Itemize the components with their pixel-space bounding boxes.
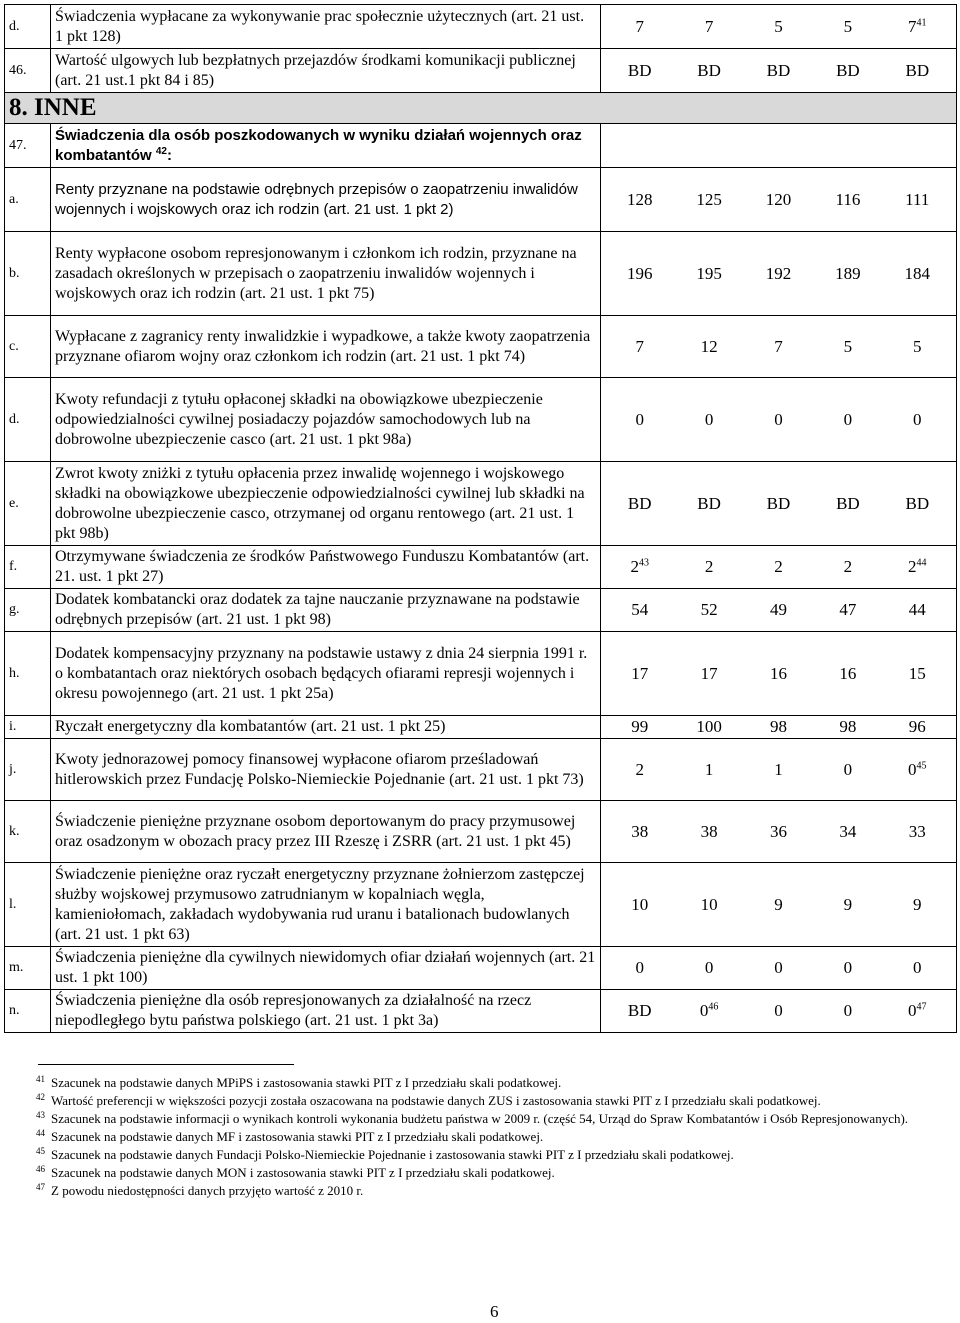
row-description: Świadczenia wypłacane za wykonywanie prac społecznie użytecznych (art. 21 ust. 1 pkt 128) xyxy=(51,5,601,49)
table-row xyxy=(5,546,957,589)
row-values xyxy=(601,716,957,739)
value-cell: BD xyxy=(836,60,860,80)
value-cell: 192 xyxy=(765,263,792,283)
value-cell: 111 xyxy=(905,189,930,209)
row-values xyxy=(601,462,957,546)
row-description: Zwrot kwoty zniżki z tytułu opłacenia przez inwalidę wojennego i wojskowego składki na obowiązkowe ubezpieczenie odpowiedzialności cywilnej lub składki na dobrowolne ubezpieczenie casco, otrzymanej od organu rentowego (art. 21 ust. 1 pkt 98b) xyxy=(51,462,601,546)
row-description: Świadczenia pieniężne dla cywilnych niewidomych ofiar działań wojennych (art. 21 ust. 1 pkt 100) xyxy=(51,947,601,990)
table-row xyxy=(5,316,957,378)
value-cell: 0 xyxy=(704,409,714,429)
value-cell: 2 xyxy=(704,557,714,576)
table-row xyxy=(5,5,957,49)
value-cell: $2^{43}$ xyxy=(630,557,649,576)
row-values xyxy=(601,546,957,589)
value-cell: $7^{41}$ xyxy=(908,16,927,36)
value-cell: BD xyxy=(697,60,721,80)
value-cell: 9 xyxy=(774,894,783,914)
table-row xyxy=(5,49,957,93)
footnote: $^{46}$ Szacunek na podstawie danych MON i zastosowania stawki PIT z I przedziału skali podatkowej. xyxy=(36,1163,555,1180)
value-cell: 100 xyxy=(696,717,722,736)
value-cell: 9 xyxy=(913,894,922,914)
row-label: d. xyxy=(5,378,51,462)
row-values xyxy=(601,5,957,49)
table-row xyxy=(5,990,957,1033)
row-label: a. xyxy=(5,168,51,232)
row-description: Świadczenie pieniężne oraz ryczałt energetyczny przyznane żołnierzom zastępczej służby wojskowej przymusowo zatrudnianym w kopalniach węgla, kamieniołomach, zakładach wydobywania rud uranu i batalionach budowlanych (art. 21 ust. 1 pkt 63) xyxy=(51,863,601,947)
footnote: $^{41}$ Szacunek na podstawie danych MPiPS i zastosowania stawki PIT z I przedziału skali podatkowej. xyxy=(36,1073,562,1090)
value-cell: BD xyxy=(627,493,652,513)
table-row xyxy=(5,801,957,863)
value-cell: 16 xyxy=(769,663,787,683)
value-cell: BD xyxy=(697,493,721,513)
value-cell: 49 xyxy=(769,600,787,619)
value-cell: BD xyxy=(905,60,930,80)
value-cell: 10 xyxy=(631,894,649,914)
row-label: b. xyxy=(5,232,51,316)
value-cell: 2 xyxy=(843,557,853,576)
table-row xyxy=(5,863,957,947)
value-cell: 189 xyxy=(835,263,861,283)
value-cell: 12 xyxy=(700,336,718,356)
value-cell: 0 xyxy=(704,958,714,977)
footnote: $^{43}$ Szacunek na podstawie informacji o wynikach kontroli wykonania budżetu państwa w 2009 r. (część 54, Urząd do Spraw Kombatantów i Osób Represjonowanych). xyxy=(36,1109,909,1126)
value-cell: 196 xyxy=(626,263,653,283)
row-label: j. xyxy=(5,739,51,801)
table-row xyxy=(5,378,957,462)
value-cell: 16 xyxy=(839,663,857,683)
value-cell: 7 xyxy=(635,16,644,36)
row-values xyxy=(601,232,957,316)
row-label: 47. xyxy=(5,124,51,168)
row-label: c. xyxy=(5,316,51,378)
section-title: 8. INNE xyxy=(9,94,97,121)
row-label: g. xyxy=(5,589,51,632)
value-cell: 1 xyxy=(774,759,783,779)
value-cell: 116 xyxy=(835,189,861,209)
value-cell: 0 xyxy=(635,958,644,977)
row-values xyxy=(601,378,957,462)
row-values xyxy=(601,990,957,1033)
footnote: $^{45}$ Szacunek na podstawie danych Fundacji Polsko-Niemieckie Pojednanie i zastosowania stawki PIT z I przedziału skali podatkowej. xyxy=(36,1145,734,1162)
value-cell: 7 xyxy=(635,336,644,356)
row-values xyxy=(601,168,957,232)
value-cell: 0 xyxy=(913,958,922,977)
value-cell: 0 xyxy=(843,958,853,977)
value-cell: 184 xyxy=(904,263,931,283)
value-cell: 15 xyxy=(908,663,926,683)
footnote: $^{47}$ Z powodu niedostępności danych przyjęto wartość z 2010 r. xyxy=(36,1181,364,1198)
row-values xyxy=(601,316,957,378)
row-values xyxy=(601,947,957,990)
value-cell: 5 xyxy=(843,16,853,36)
row-label: l. xyxy=(5,863,51,947)
row-description: Wartość ulgowych lub bezpłatnych przejazdów środkami komunikacji publicznej (art. 21 ust.1 pkt 84 i 85) xyxy=(51,49,601,93)
value-cell: 120 xyxy=(765,189,792,209)
value-cell: 17 xyxy=(631,663,649,683)
value-cell: BD xyxy=(627,60,652,80)
table-row xyxy=(5,947,957,990)
value-cell: $0^{45}$ xyxy=(908,759,927,779)
value-cell: 0 xyxy=(913,409,922,429)
value-cell: 47 xyxy=(839,600,857,619)
value-cell: 5 xyxy=(843,336,853,356)
row-label: i. xyxy=(5,716,51,739)
row-label: f. xyxy=(5,546,51,589)
value-cell: 0 xyxy=(635,409,644,429)
value-cell: 5 xyxy=(913,336,922,356)
value-cell: 34 xyxy=(839,821,857,841)
value-cell: 52 xyxy=(700,600,718,619)
value-cell: 5 xyxy=(774,16,783,36)
table-row xyxy=(5,232,957,316)
row-label: 46. xyxy=(5,49,51,93)
value-cell: $0^{47}$ xyxy=(908,1001,927,1020)
row-values xyxy=(601,801,957,863)
value-cell: BD xyxy=(836,493,860,513)
row-values xyxy=(601,863,957,947)
row-label: d. xyxy=(5,5,51,49)
value-cell: 98 xyxy=(769,717,787,736)
table-row xyxy=(5,632,957,716)
row-label: k. xyxy=(5,801,51,863)
value-cell: 125 xyxy=(696,189,722,209)
row-label: h. xyxy=(5,632,51,716)
row-description: Ryczałt energetyczny dla kombatantów (art. 21 ust. 1 pkt 25) xyxy=(51,716,601,739)
row-description: Dodatek kompensacyjny przyznany na podstawie ustawy z dnia 24 sierpnia 1991 r. o kombatantach oraz niektórych osobach będących ofiarami represji wojennych i okresu powojennego (art. 21 ust. 1 pkt 25a) xyxy=(51,632,601,716)
row-description: Świadczenie pieniężne przyznane osobom deportowanym do pracy przymusowej oraz osadzonym w obozach pracy przez III Rzeszę i ZSRR (art. 21 ust. 1 pkt 45) xyxy=(51,801,601,863)
row-values xyxy=(601,49,957,93)
table-row xyxy=(5,124,957,168)
value-cell: 36 xyxy=(769,821,787,841)
row-label: e. xyxy=(5,462,51,546)
table-row xyxy=(5,168,957,232)
row-description: Kwoty jednorazowej pomocy finansowej wypłacone ofiarom prześladowań hitlerowskich przez Fundację Polsko-Niemieckie Pojednanie (art. 21 ust. 1 pkt 73) xyxy=(51,739,601,801)
value-cell: 17 xyxy=(700,663,718,683)
row-label: n. xyxy=(5,990,51,1033)
value-cell: BD xyxy=(766,60,791,80)
row-description: Wypłacane z zagranicy renty inwalidzkie i wypadkowe, a także kwoty zaopatrzenia przyznane ofiarom wojny oraz członkom ich rodzin (art. 21 ust. 1 pkt 74) xyxy=(51,316,601,378)
value-cell: BD xyxy=(627,1001,652,1020)
row-description: Świadczenia pieniężne dla osób represjonowanych za działalność na rzecz niepodległego bytu państwa polskiego (art. 21 ust. 1 pkt 3a) xyxy=(51,990,601,1033)
value-cell: 44 xyxy=(908,600,926,619)
value-cell: 2 xyxy=(635,759,644,779)
value-cell: 7 xyxy=(704,16,714,36)
row-description: Świadczenia dla osób poszkodowanych w wyniku działań wojennych oraz kombatantów $^{42}$: xyxy=(51,124,601,168)
value-cell: 1 xyxy=(704,759,714,779)
row-values-empty xyxy=(601,124,957,168)
footnote-separator xyxy=(38,1064,294,1065)
value-cell: 38 xyxy=(700,821,718,841)
value-cell: 54 xyxy=(631,600,649,619)
section-header-row xyxy=(5,93,957,124)
section-title-cell xyxy=(5,93,957,124)
value-cell: 7 xyxy=(774,336,783,356)
table-row xyxy=(5,462,957,546)
value-cell: 99 xyxy=(631,717,649,736)
value-cell: 9 xyxy=(843,894,853,914)
value-cell: BD xyxy=(766,493,791,513)
page-number: 6 xyxy=(490,1302,499,1321)
value-cell: 98 xyxy=(839,717,857,736)
footnote: $^{44}$ Szacunek na podstawie danych MF i zastosowania stawki PIT z I przedziału skali podatkowej. xyxy=(36,1127,544,1144)
value-cell: 0 xyxy=(774,1001,783,1020)
value-cell: 0 xyxy=(843,1001,853,1020)
value-cell: $0^{46}$ xyxy=(699,1001,719,1020)
row-description: Renty wypłacone osobom represjonowanym i członkom ich rodzin, przyznane na zasadach określonych w przepisach o zaopatrzeniu inwalidów wojennych i wojskowych oraz ich rodzin (art. 21 ust. 1 pkt 75) xyxy=(51,232,601,316)
value-cell: BD xyxy=(905,493,930,513)
value-cell: 96 xyxy=(908,717,926,736)
row-values xyxy=(601,739,957,801)
footnotes xyxy=(36,1074,916,1200)
value-cell: 128 xyxy=(626,189,653,209)
value-cell: 2 xyxy=(774,557,783,576)
value-cell: 195 xyxy=(696,263,722,283)
row-label: m. xyxy=(5,947,51,990)
value-cell: 0 xyxy=(774,958,783,977)
value-cell: 10 xyxy=(700,894,718,914)
table-row xyxy=(5,716,957,739)
value-cell: 0 xyxy=(843,759,853,779)
tax-preferences-table xyxy=(4,4,957,1033)
value-cell: 33 xyxy=(908,821,926,841)
row-description: Renty przyznane na podstawie odrębnych przepisów o zaopatrzeniu inwalidów wojennych i wojskowych oraz ich rodzin (art. 21 ust. 1 pkt 2) xyxy=(51,168,601,232)
row-description: Kwoty refundacji z tytułu opłaconej składki na obowiązkowe ubezpieczenie odpowiedzialności cywilnej posiadaczy pojazdów samochodowych lub na dobrowolne ubezpieczenie casco (art. 21 ust. 1 pkt 98a) xyxy=(51,378,601,462)
table-row xyxy=(5,589,957,632)
value-cell: 0 xyxy=(843,409,853,429)
value-cell: 0 xyxy=(774,409,783,429)
row-values xyxy=(601,632,957,716)
row-description: Otrzymywane świadczenia ze środków Państwowego Funduszu Kombatantów (art. 21. ust. 1 pkt 27) xyxy=(51,546,601,589)
value-cell: 38 xyxy=(631,821,649,841)
footnote: $^{42}$ Wartość preferencji w większości pozycji została oszacowana na podstawie danych ZUS i zastosowania stawki PIT z I przedziału skali podatkowej. xyxy=(36,1091,821,1108)
row-description: Dodatek kombatancki oraz dodatek za tajne nauczanie przyznawane na podstawie odrębnych przepisów (art. 21 ust. 1 pkt 98) xyxy=(51,589,601,632)
row-values xyxy=(601,589,957,632)
value-cell: $2^{44}$ xyxy=(908,557,927,576)
table-row xyxy=(5,739,957,801)
